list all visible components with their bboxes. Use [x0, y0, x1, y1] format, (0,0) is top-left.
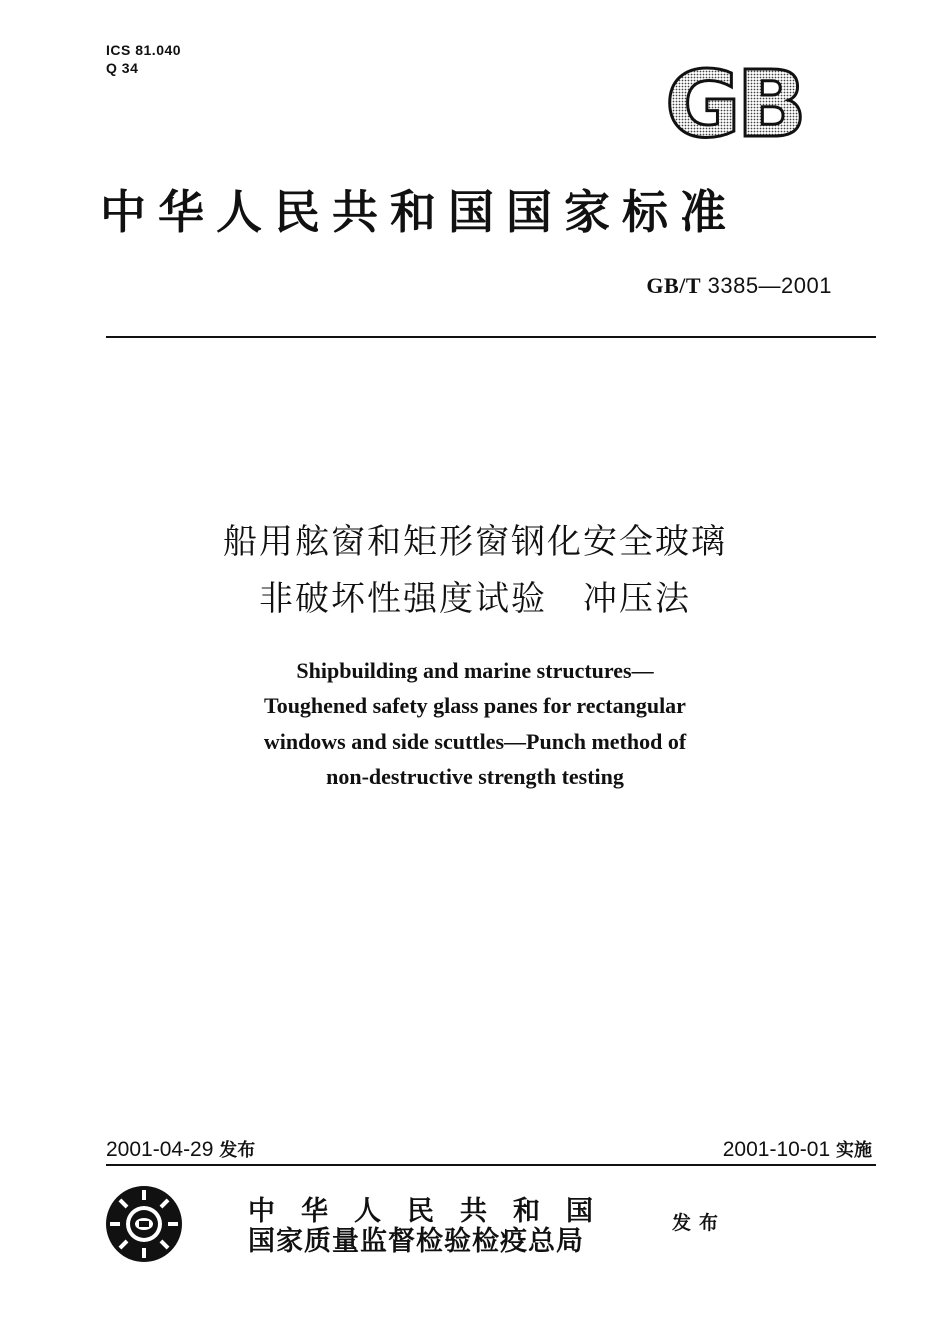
- english-title-line-4: non-destructive strength testing: [326, 764, 624, 789]
- publish-label: 发布: [672, 1212, 727, 1234]
- emblem-seal: [104, 1184, 184, 1264]
- issue-date: [106, 1136, 255, 1165]
- standard-number-prefix: GB/T: [646, 273, 701, 298]
- implementation-date: [600, 1136, 872, 1165]
- issue-date-value: 2001-04-29: [106, 1138, 214, 1161]
- gb-logo-text: GB: [665, 58, 803, 148]
- issue-date-suffix: 发布: [219, 1140, 256, 1161]
- top-divider: [106, 336, 876, 338]
- standard-number-value: 3385—2001: [701, 273, 832, 298]
- standard-title: 中华人民共和国国家标准: [100, 185, 738, 239]
- english-title-line-1: Shipbuilding and marine structures—: [296, 658, 654, 683]
- ics-code: ICS 81.040: [106, 42, 182, 58]
- classification-code: Q 34: [106, 60, 139, 76]
- gb-logo: [648, 58, 820, 148]
- issuer-line-1: 中华人民共和国: [248, 1196, 619, 1227]
- chinese-title-line-2: 非破坏性强度试验 冲压法: [259, 579, 691, 619]
- implementation-date-value: 2001-10-01: [722, 1138, 831, 1161]
- standard-number: [560, 272, 832, 300]
- issuer-line-2: 国家质量监督检验检疫总局: [248, 1226, 584, 1257]
- english-title-line-3: windows and side scuttles—Punch method of: [263, 729, 687, 754]
- english-title-line-2: Toughened safety glass panes for rectangular: [264, 693, 686, 718]
- implementation-date-suffix: 实施: [836, 1140, 872, 1161]
- bottom-divider: [106, 1164, 876, 1166]
- chinese-title-line-1: 船用舷窗和矩形窗钢化安全玻璃: [223, 522, 727, 562]
